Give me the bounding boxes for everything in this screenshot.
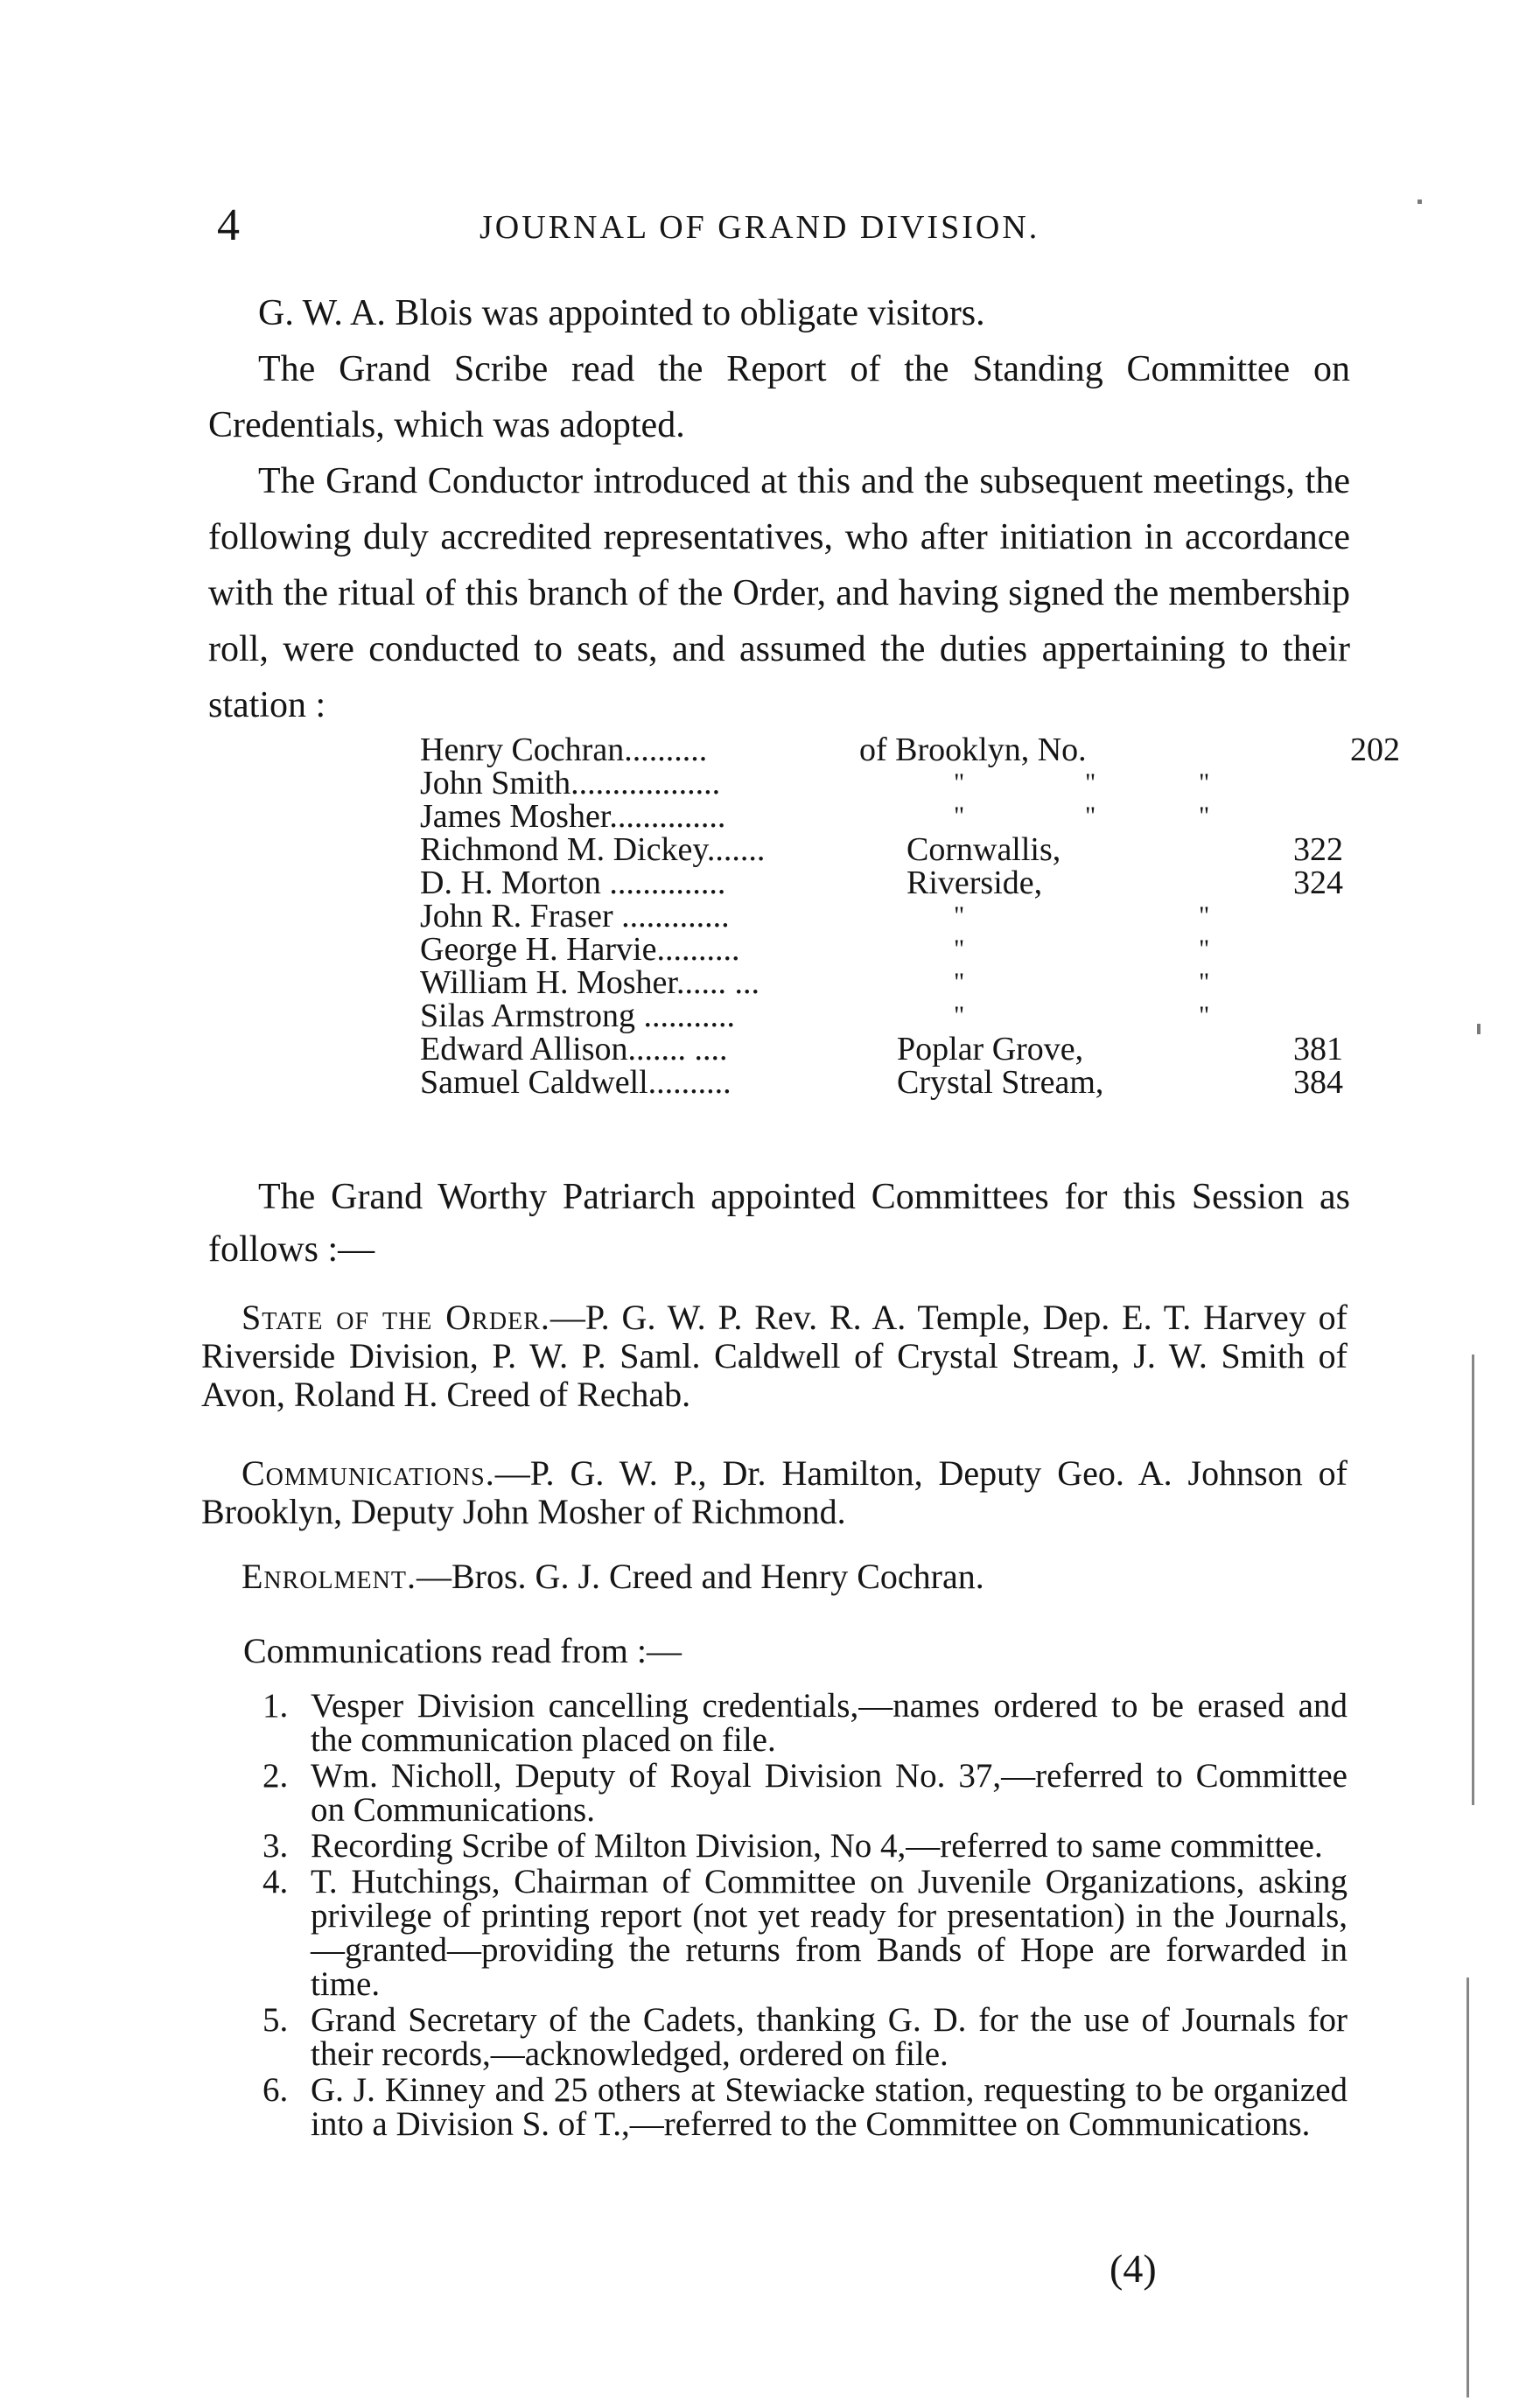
list-item <box>197 1829 1348 1863</box>
committees-intro <box>208 1171 1350 1276</box>
roster-place: Crystal Stream, <box>897 1064 1104 1101</box>
roster-name: D. H. Morton .............. <box>420 864 726 901</box>
roster-number: 384 <box>1293 1064 1343 1101</box>
paragraph-credentials: The Grand Scribe read the Report of the Standing Committee on Credentials, which was adopted. <box>208 349 1350 445</box>
signature-mark: (4) <box>1110 2246 1157 2291</box>
roster-place-ditto: " <box>954 901 965 930</box>
roster-place-ditto: " <box>954 1001 965 1030</box>
roster-place: Poplar Grove, <box>897 1031 1084 1068</box>
communications-list <box>197 1689 1348 2143</box>
committee-enrolment <box>201 1558 1348 1596</box>
item-number: 1. <box>262 1687 289 1725</box>
committee-heading: Enrolment. <box>242 1557 416 1596</box>
committee-heading: Communications. <box>242 1453 495 1493</box>
running-head: JOURNAL OF GRAND DIVISION. <box>480 209 1040 246</box>
scan-edge-mark <box>1466 1978 1469 2398</box>
item-text: Recording Scribe of Milton Division, No 4,—referred to same committee. <box>311 1827 1323 1865</box>
roster-number: 324 <box>1293 864 1343 901</box>
committee-members: —Bros. G. J. Creed and Henry Cochran. <box>416 1557 984 1596</box>
item-number: 3. <box>262 1827 289 1865</box>
item-text: T. Hutchings, Chairman of Committee on Juvenile Organizations, asking privilege of printing report (not yet ready for presentation) in the Journals,—granted—providing the returns from Bands of Hope are forwarded in time. <box>311 1863 1348 2003</box>
roster-number-ditto: " <box>1199 768 1210 797</box>
committees-intro-text: The Grand Worthy Patriarch appointed Committees for this Session as follows :— <box>208 1177 1350 1270</box>
roster-name: Edward Allison....... .... <box>420 1031 728 1068</box>
roster-name: Richmond M. Dickey....... <box>420 831 766 868</box>
list-item <box>197 2073 1348 2141</box>
roster-place: of Brooklyn, No. <box>859 732 1087 768</box>
paragraph-blois: G. W. A. Blois was appointed to obligate visitors. <box>258 293 985 333</box>
roster-place: Cornwallis, <box>906 831 1061 868</box>
roster-place-ditto: " <box>954 802 965 830</box>
paragraph-conductor: The Grand Conductor introduced at this and the subsequent meetings, the following duly accredited representatives, who after initiation in accordance with the ritual of this branch of the Order, and having signed the membership roll, were conducted to seats, and assumed the duties appertaining to their station : <box>208 461 1350 725</box>
committee-state-of-order <box>201 1298 1348 1414</box>
communications-intro: Communications read from :— <box>243 1631 682 1670</box>
scan-edge-mark <box>1472 1354 1474 1805</box>
roster-name: John R. Fraser ............. <box>420 898 730 934</box>
page-number: 4 <box>217 200 240 250</box>
roster-name: George H. Harvie.......... <box>420 931 740 968</box>
committee-paragraph <box>201 1298 1348 1414</box>
roster-place-ditto: " <box>1085 768 1096 797</box>
item-text: Wm. Nicholl, Deputy of Royal Division No. 37,—referred to Committee on Communications. <box>311 1757 1348 1829</box>
roster-place-ditto: " <box>954 968 965 997</box>
roster-number: 381 <box>1293 1031 1343 1068</box>
roster-name: Samuel Caldwell.......... <box>420 1064 732 1101</box>
roster-place: Riverside, <box>906 864 1043 901</box>
roster-number-ditto: " <box>1199 901 1210 930</box>
committee-paragraph <box>201 1454 1348 1531</box>
roster-number-ditto: " <box>1199 968 1210 997</box>
item-number: 6. <box>262 2071 289 2109</box>
roster-number-ditto: " <box>1199 1001 1210 1030</box>
committee-communications <box>201 1454 1348 1531</box>
list-item <box>197 1759 1348 1827</box>
committee-members: —P. G. W. P. Rev. R. A. Temple, Dep. E. T. Harvey of Riverside Division, P. W. P. Saml. Caldwell of Crystal Stream, J. W. Smith of Avon, Roland H. Creed of Rechab. <box>201 1298 1348 1414</box>
page-header <box>208 200 1350 252</box>
roster-number: 202 <box>1350 732 1400 768</box>
roster-number-ditto: " <box>1199 802 1210 830</box>
roster-name: Silas Armstrong ........... <box>420 998 735 1034</box>
roster-place-ditto: " <box>954 934 965 963</box>
scan-speck <box>1418 200 1422 204</box>
list-item <box>197 2003 1348 2071</box>
roster-place-ditto: " <box>1085 802 1096 830</box>
roster-number-ditto: " <box>1199 934 1210 963</box>
item-text: Grand Secretary of the Cadets, thanking G. D. for the use of Journals for their records,—acknowledged, ordered on file. <box>311 2001 1348 2073</box>
item-text: G. J. Kinney and 25 others at Stewiacke station, requesting to be organized into a Division S. of T.,—referred to the Committee on Communications. <box>311 2071 1348 2143</box>
opening-paragraphs <box>208 285 1350 733</box>
committee-members: —P. G. W. P., Dr. Hamilton, Deputy Geo. A. Johnson of Brooklyn, Deputy John Mosher of Richmond. <box>201 1453 1348 1531</box>
list-item <box>197 1865 1348 2001</box>
item-number: 2. <box>262 1757 289 1795</box>
item-text: Vesper Division cancelling credentials,—names ordered to be erased and the communication placed on file. <box>311 1687 1348 1759</box>
roster-place-ditto: " <box>954 768 965 797</box>
roster-name: John Smith.................. <box>420 765 721 802</box>
roster-name: James Mosher.............. <box>420 798 726 835</box>
scan-speck <box>1477 1024 1480 1034</box>
committee-paragraph <box>201 1558 1348 1596</box>
item-number: 4. <box>262 1863 289 1900</box>
roster-number: 322 <box>1293 831 1343 868</box>
roster-name: Henry Cochran.......... <box>420 732 708 768</box>
committee-heading: State of the Order. <box>242 1298 550 1337</box>
item-number: 5. <box>262 2001 289 2039</box>
roster-name: William H. Mosher...... ... <box>420 964 760 1001</box>
list-item <box>197 1689 1348 1757</box>
